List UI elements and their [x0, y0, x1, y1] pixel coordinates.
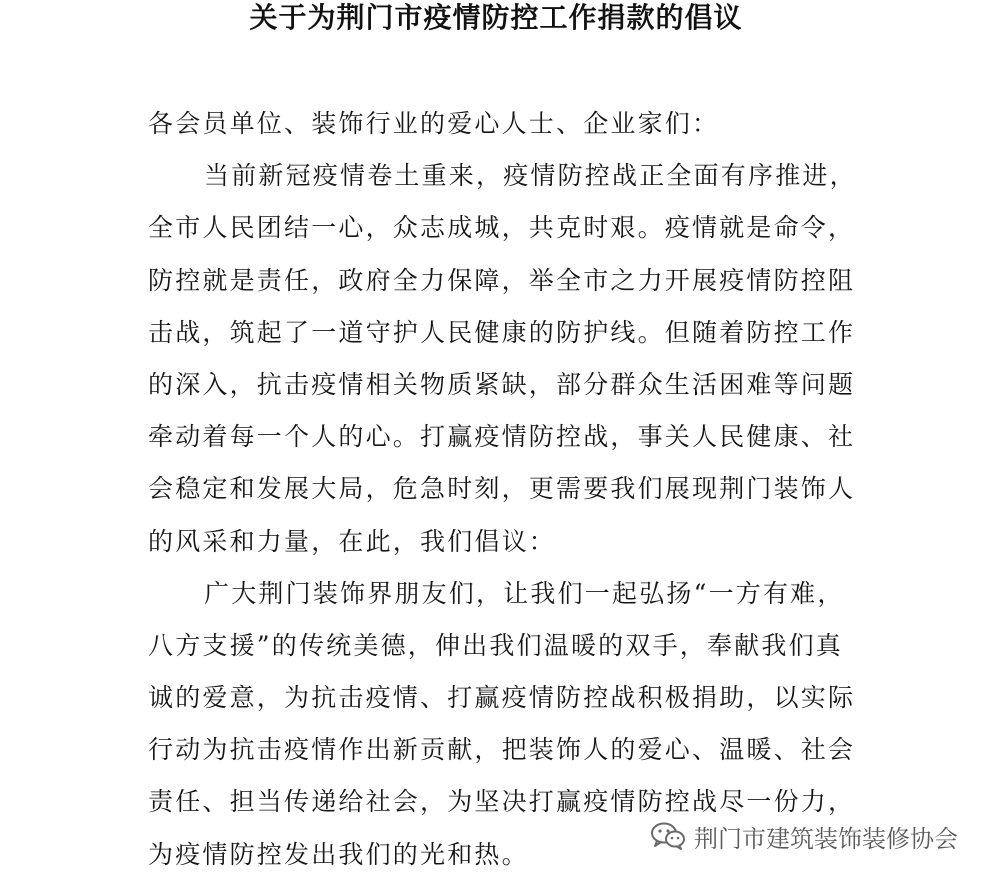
paragraph-line: 击战，筑起了一道守护人民健康的防护线。但随着防控工作: [148, 317, 856, 347]
watermark-label: 荆门市建筑装饰装修协会: [694, 824, 958, 853]
paragraph-line: 的风采和力量，在此，我们倡议：: [148, 526, 557, 556]
watermark: [650, 814, 958, 858]
paragraph-line: 当前新冠疫情卷土重来，疫情防控战正全面有序推进，: [204, 161, 857, 191]
paragraph-line: 全市人民团结一心，众志成城，共克时艰。疫情就是命令，: [148, 213, 856, 243]
paragraph-line: 八方支援”的传统美德，伸出我们温暖的双手，奉献我们真: [148, 630, 843, 660]
paragraph-line: 牵动着每一个人的心。打赢疫情防控战，事关人民健康、社: [148, 422, 856, 452]
wechat-icon: [650, 821, 686, 851]
paragraph-line: 防控就是责任，政府全力保障，举全市之力开展疫情防控阻: [148, 265, 856, 295]
document-title: 关于为荆门市疫情防控工作捐款的倡议: [249, 1, 743, 34]
paragraph-line: 诚的爱意，为抗击疫情、打赢疫情防控战积极捐助，以实际: [148, 683, 856, 713]
salutation-line: 各会员单位、装饰行业的爱心人士、企业家们：: [148, 109, 720, 138]
paragraph-line: 为疫情防控发出我们的光和热。: [148, 839, 529, 869]
document-body: [148, 98, 857, 880]
paragraph-line: 的深入，抗击疫情相关物质紧缺，部分群众生活困难等问题: [148, 369, 856, 399]
paragraph-line: 行动为抗击疫情作出新贡献，把装饰人的爱心、温暖、社会: [148, 735, 856, 765]
paragraph-line: 会稳定和发展大局，危急时刻，更需要我们展现荆门装饰人: [148, 474, 856, 504]
paragraph-line: 广大荆门装饰界朋友们，让我们一起弘扬“一方有难，: [204, 578, 845, 608]
paragraph-line: 责任、担当传递给社会，为坚决打赢疫情防控战尽一份力，: [148, 787, 856, 817]
